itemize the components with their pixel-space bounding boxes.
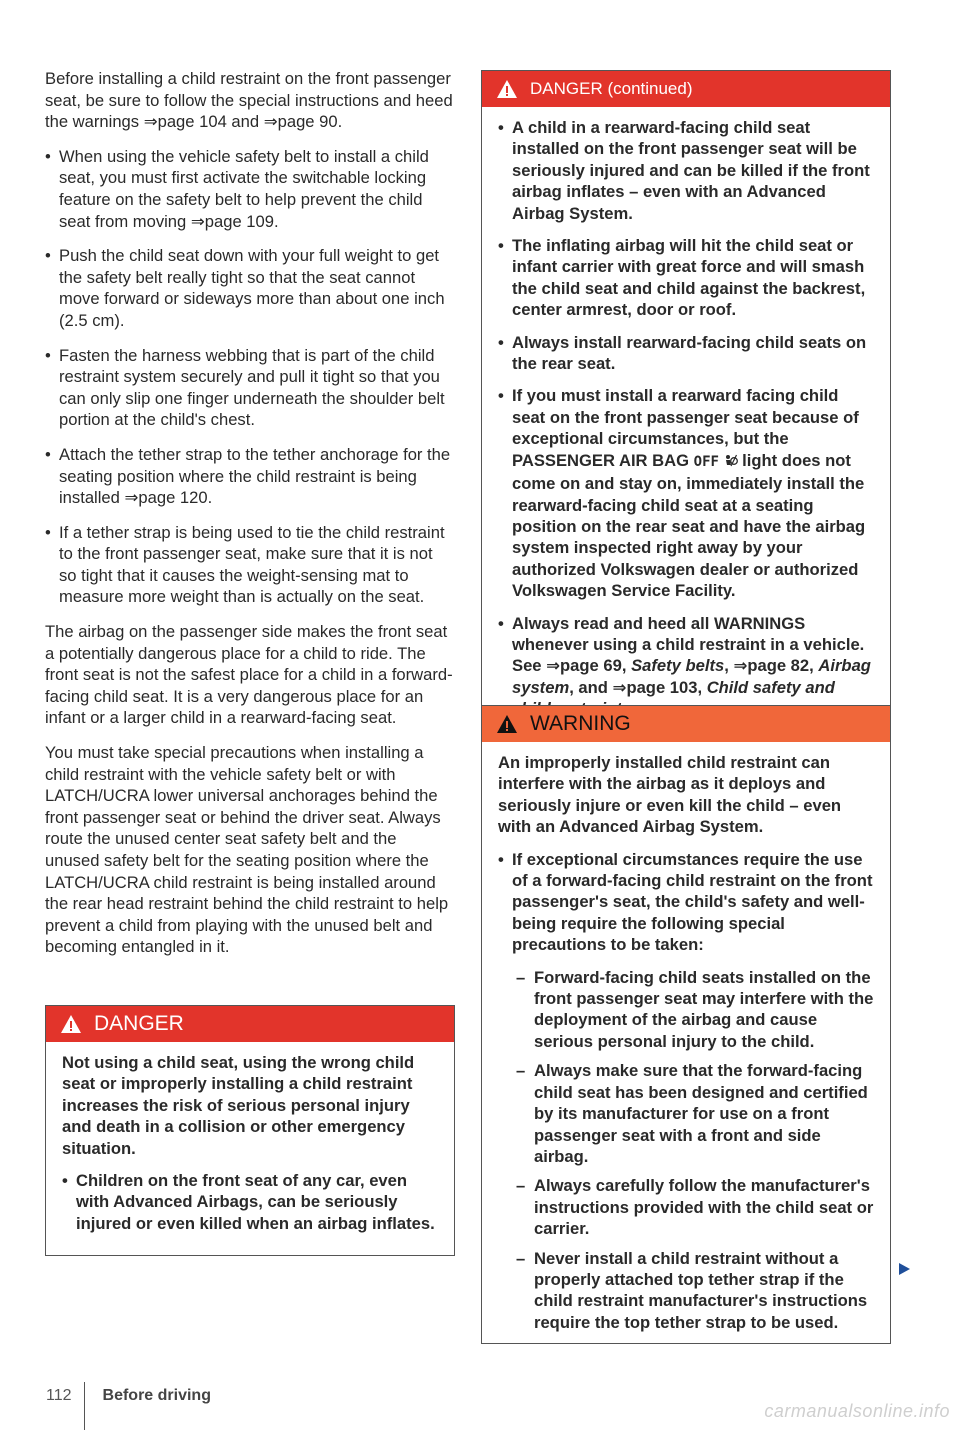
list-item-text: light does not come on and stay on, immediately install the rearward-facing child seat at a seating position on the rear seat and have the airbag system inspected right away by your authorized Volkswagen dealer or authorized Volkswagen Service Facility. <box>512 450 866 601</box>
page-footer <box>46 1372 211 1420</box>
list-item: • If exceptional circumstances require the use of a forward-facing child restraint on the front passenger's seat, the child's safety and well-being require the following special precautions to be taken: <box>498 849 876 956</box>
list-item: – Always make sure that the forward-facing child seat has been designed and certified by its manufacturer for use on a front passenger seat with a front and side airbag. <box>510 1060 876 1167</box>
section-title: Before driving <box>102 1387 211 1404</box>
list-item: • The inflating airbag will hit the child seat or infant carrier with great force and will smash the child seat and child against the backrest, center armrest, door or roof. <box>498 235 876 321</box>
warning-triangle-icon <box>496 714 518 734</box>
airbag-off-indicator-label: OFF <box>693 453 719 470</box>
warning-title: WARNING <box>530 712 631 735</box>
left-column <box>45 68 453 971</box>
list-item-text: Always read and heed all WARNINGS whenever using a child restraint in a vehicle. See ⇒page 69, <box>512 613 865 676</box>
dash-list <box>498 967 876 1334</box>
warning-box <box>481 705 891 1344</box>
warning-triangle-icon <box>496 79 518 99</box>
danger-box <box>45 1005 455 1256</box>
list-item <box>498 613 876 720</box>
warning-header <box>482 706 890 742</box>
cross-reference[interactable]: Safety belts <box>631 656 725 676</box>
list-item: • Attach the tether strap to the tether anchorage for the seating position where the child restraint is being installed ⇒page 120. <box>45 444 453 509</box>
danger-header <box>46 1006 454 1042</box>
body-paragraph: The airbag on the passenger side makes the front seat a potentially dangerous place for a child to ride. The front seat is not the safest place for a child in a forward-facing child seat. It is a very dangerous place for an infant or a larger child in a rearward-facing seat. <box>45 622 453 728</box>
list-item: – Forward-facing child seats installed on the front passenger seat may interfere with the deployment of the airbag and cause serious personal injury to the child. <box>510 967 876 1053</box>
list-item: • Always install rearward-facing child seats on the rear seat. <box>498 332 876 375</box>
list-item: • If a tether strap is being used to tie the child restraint to the front passenger seat, make sure that it is not so tight that it causes the weight-sensing mat to measure more weight than is actually on the seat. <box>45 522 453 608</box>
list-item: • Children on the front seat of any car, even with Advanced Airbags, can be seriously injured or even killed when an airbag inflates. <box>62 1170 440 1234</box>
list-item-text: If you must install a rearward facing child seat on the front passenger seat because of exceptional circumstances, but the PASSENGER AIR BAG <box>512 386 859 470</box>
cross-reference[interactable]: Child safety and <box>706 677 835 697</box>
intro-paragraph: Before installing a child restraint on the front passenger seat, be sure to follow the special instructions and heed the warnings ⇒page 104 and ⇒page 90. <box>45 69 453 132</box>
danger-continued-box <box>481 70 891 733</box>
footer-divider <box>84 1382 85 1430</box>
list-item-text: , and ⇒page 103, <box>569 677 707 697</box>
watermark: carmanualsonline.info <box>764 1401 950 1421</box>
airbag-off-icon <box>724 454 738 467</box>
cross-reference[interactable]: Airbag system <box>512 656 871 697</box>
body-paragraph: You must take special precautions when installing a child restraint with the vehicle safety belt or with LATCH/UCRA lower universal anchorages behind the front passenger seat or behind the driver seat. Always route the unused center seat safety belt and the unused safety belt for the seating position where the LATCH/UCRA child restraint is being installed around the rear head restraint behind the child restraint to help prevent a child from playing with the unused belt and becoming entangled in it. <box>45 743 449 957</box>
warning-intro: An improperly installed child restraint can interfere with the airbag as it deploys and seriously injure or even kill the child – even with an Advanced Airbag System. <box>498 753 842 837</box>
danger-intro: Not using a child seat, using the wrong child seat or improperly installing a child restraint increases the risk of serious personal injury and death in a collision or other emergency situation. <box>62 1053 415 1158</box>
danger-title: DANGER <box>94 1012 184 1035</box>
list-item-text: , ⇒page 82, <box>724 656 819 676</box>
list-item: • When using the vehicle safety belt to install a child seat, you must first activate the switchable locking feature on the safety belt to help prevent the child seat from moving ⇒page 109. <box>45 146 453 232</box>
list-item: • A child in a rearward-facing child seat installed on the front passenger seat will be seriously injured and can be killed if the front airbag inflates – even with an Advanced Airbag System. <box>498 117 876 224</box>
list-item <box>498 385 876 601</box>
danger-continued-header <box>482 71 890 107</box>
page-number: 112 <box>46 1387 72 1404</box>
list-item: • Push the child seat down with your full weight to get the safety belt really tight so that the seat cannot move forward or sideways more than about one inch (2.5 cm). <box>45 245 453 331</box>
continued-arrow-icon <box>897 1262 911 1276</box>
warning-triangle-icon <box>60 1014 82 1034</box>
list-item: • Fasten the harness webbing that is part of the child restraint system securely and pull it tight so that you can only slip one finger underneath the shoulder belt portion at the child's chest. <box>45 345 453 431</box>
list-item: – Never install a child restraint without a properly attached top tether strap if the child restraint manufacturer's instructions require the top tether strap to be used. <box>510 1248 876 1334</box>
list-item: – Always carefully follow the manufacturer's instructions provided with the child seat or carrier. <box>510 1175 876 1239</box>
danger-continued-title: DANGER (continued) <box>530 79 693 98</box>
